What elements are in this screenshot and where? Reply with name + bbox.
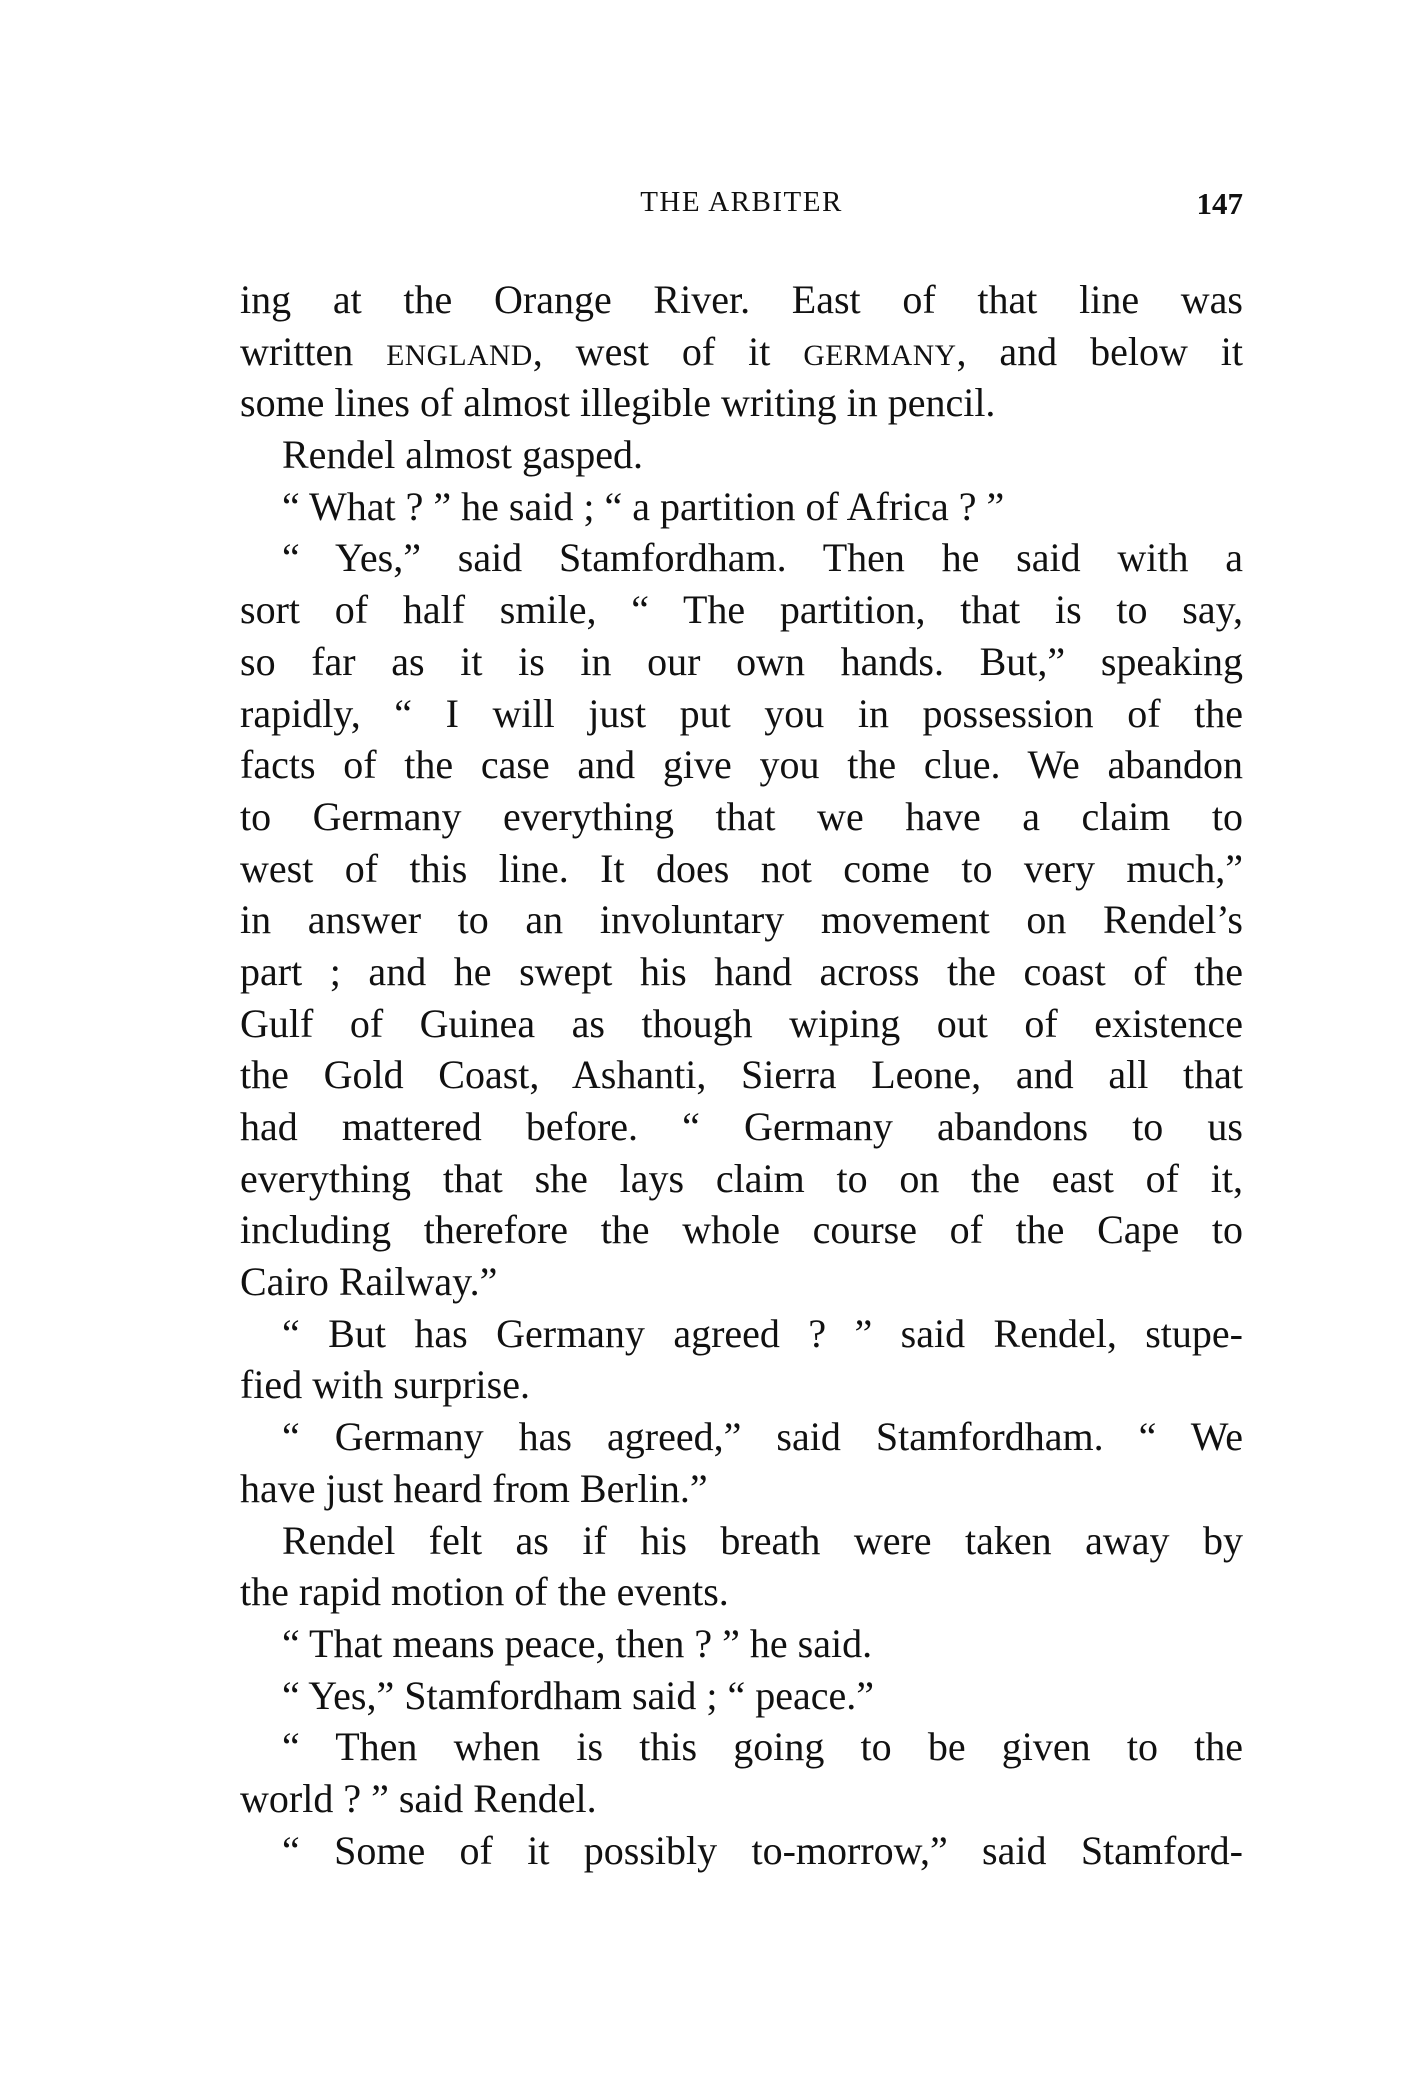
text-run: so far as it is in our own hands. But,” speaking: [240, 638, 1243, 684]
text-line: [240, 1411, 1243, 1463]
text-line: [240, 1721, 1243, 1773]
text-line: [240, 739, 1243, 791]
text-run: some lines of almost illegible writing in pencil.: [240, 380, 996, 426]
text-run: in answer to an involuntary movement on Rendel’s: [240, 897, 1243, 943]
text-run: “ Then when is this going to be given to the: [282, 1724, 1243, 1770]
text-line: [240, 1153, 1243, 1205]
text-line: [240, 1566, 1243, 1618]
text-run: Gulf of Guinea as though wiping out of existence: [240, 1000, 1243, 1046]
text-line: [240, 1101, 1243, 1153]
text-line: [240, 1618, 1243, 1670]
text-line: [240, 791, 1243, 843]
text-run: “ That means peace, then ? ” he said.: [282, 1620, 873, 1666]
text-line: [240, 1256, 1243, 1308]
text-line: [240, 1049, 1243, 1101]
text-run: the Gold Coast, Ashanti, Sierra Leone, and all that: [240, 1052, 1243, 1098]
text-line: [240, 1773, 1243, 1825]
text-line: [240, 1204, 1243, 1256]
text-line: [240, 688, 1243, 740]
small-caps-word: GERMANY: [803, 339, 957, 372]
running-title: THE ARBITER: [640, 186, 843, 218]
text-line: [240, 274, 1243, 326]
page-number: 147: [1196, 186, 1243, 221]
text-run: fied with surprise.: [240, 1362, 530, 1408]
text-line: [240, 1825, 1243, 1877]
text-run: have just heard from Berlin.”: [240, 1465, 708, 1511]
text-line: [240, 843, 1243, 895]
text-run: “ What ? ” he said ; “ a partition of Africa ? ”: [282, 483, 1005, 529]
text-line: [240, 377, 1243, 429]
text-run: ing at the Orange River. East of that line was: [240, 277, 1243, 322]
text-line: [240, 481, 1243, 533]
text-run: rapidly, “ I will just put you in possession of the: [240, 690, 1243, 736]
text-line: [240, 1463, 1243, 1515]
text-run: “ But has Germany agreed ? ” said Rendel, stupe-: [282, 1310, 1243, 1356]
text-run: Rendel felt as if his breath were taken away by: [282, 1517, 1243, 1563]
text-run: everything that she lays claim to on the east of it,: [240, 1155, 1243, 1201]
text-run: the rapid motion of the events.: [240, 1569, 729, 1615]
text-run: written: [240, 328, 387, 374]
text-line: [240, 429, 1243, 481]
text-run: including therefore the whole course of the Cape to: [240, 1207, 1243, 1253]
text-line: [240, 1308, 1243, 1360]
text-line: [240, 326, 1243, 378]
text-line: [240, 1359, 1243, 1411]
page-header: [240, 186, 1243, 226]
text-run: facts of the case and give you the clue. We abandon: [240, 742, 1243, 788]
text-run: had mattered before. “ Germany abandons to us: [240, 1104, 1243, 1149]
text-run: west of this line. It does not come to very much,”: [240, 845, 1243, 891]
text-run: to Germany everything that we have a claim to: [240, 793, 1243, 839]
body-text: [240, 274, 1243, 1876]
text-line: [240, 636, 1243, 688]
text-line: [240, 946, 1243, 998]
text-run: “ Yes,” Stamfordham said ; “ peace.”: [282, 1672, 875, 1718]
text-line: [240, 894, 1243, 946]
text-run: world ? ” said Rendel.: [240, 1775, 597, 1821]
text-run: “ Yes,” said Stamfordham. Then he said with a: [282, 535, 1243, 581]
small-caps-word: ENGLAND: [386, 339, 533, 372]
text-run: “ Some of it possibly to-morrow,” said Stamford-: [282, 1827, 1243, 1873]
text-line: [240, 1515, 1243, 1567]
text-line: [240, 532, 1243, 584]
text-run: Rendel almost gasped.: [282, 432, 644, 478]
text-line: [240, 998, 1243, 1050]
text-run: sort of half smile, “ The partition, that is to say,: [240, 587, 1243, 633]
text-line: [240, 1670, 1243, 1722]
text-run: “ Germany has agreed,” said Stamfordham. “ We: [282, 1414, 1243, 1460]
text-run: , west of it: [532, 328, 804, 374]
text-run: , and below it: [956, 328, 1243, 374]
text-run: Cairo Railway.”: [240, 1259, 498, 1305]
text-line: [240, 584, 1243, 636]
text-run: part ; and he swept his hand across the coast of the: [240, 948, 1243, 994]
